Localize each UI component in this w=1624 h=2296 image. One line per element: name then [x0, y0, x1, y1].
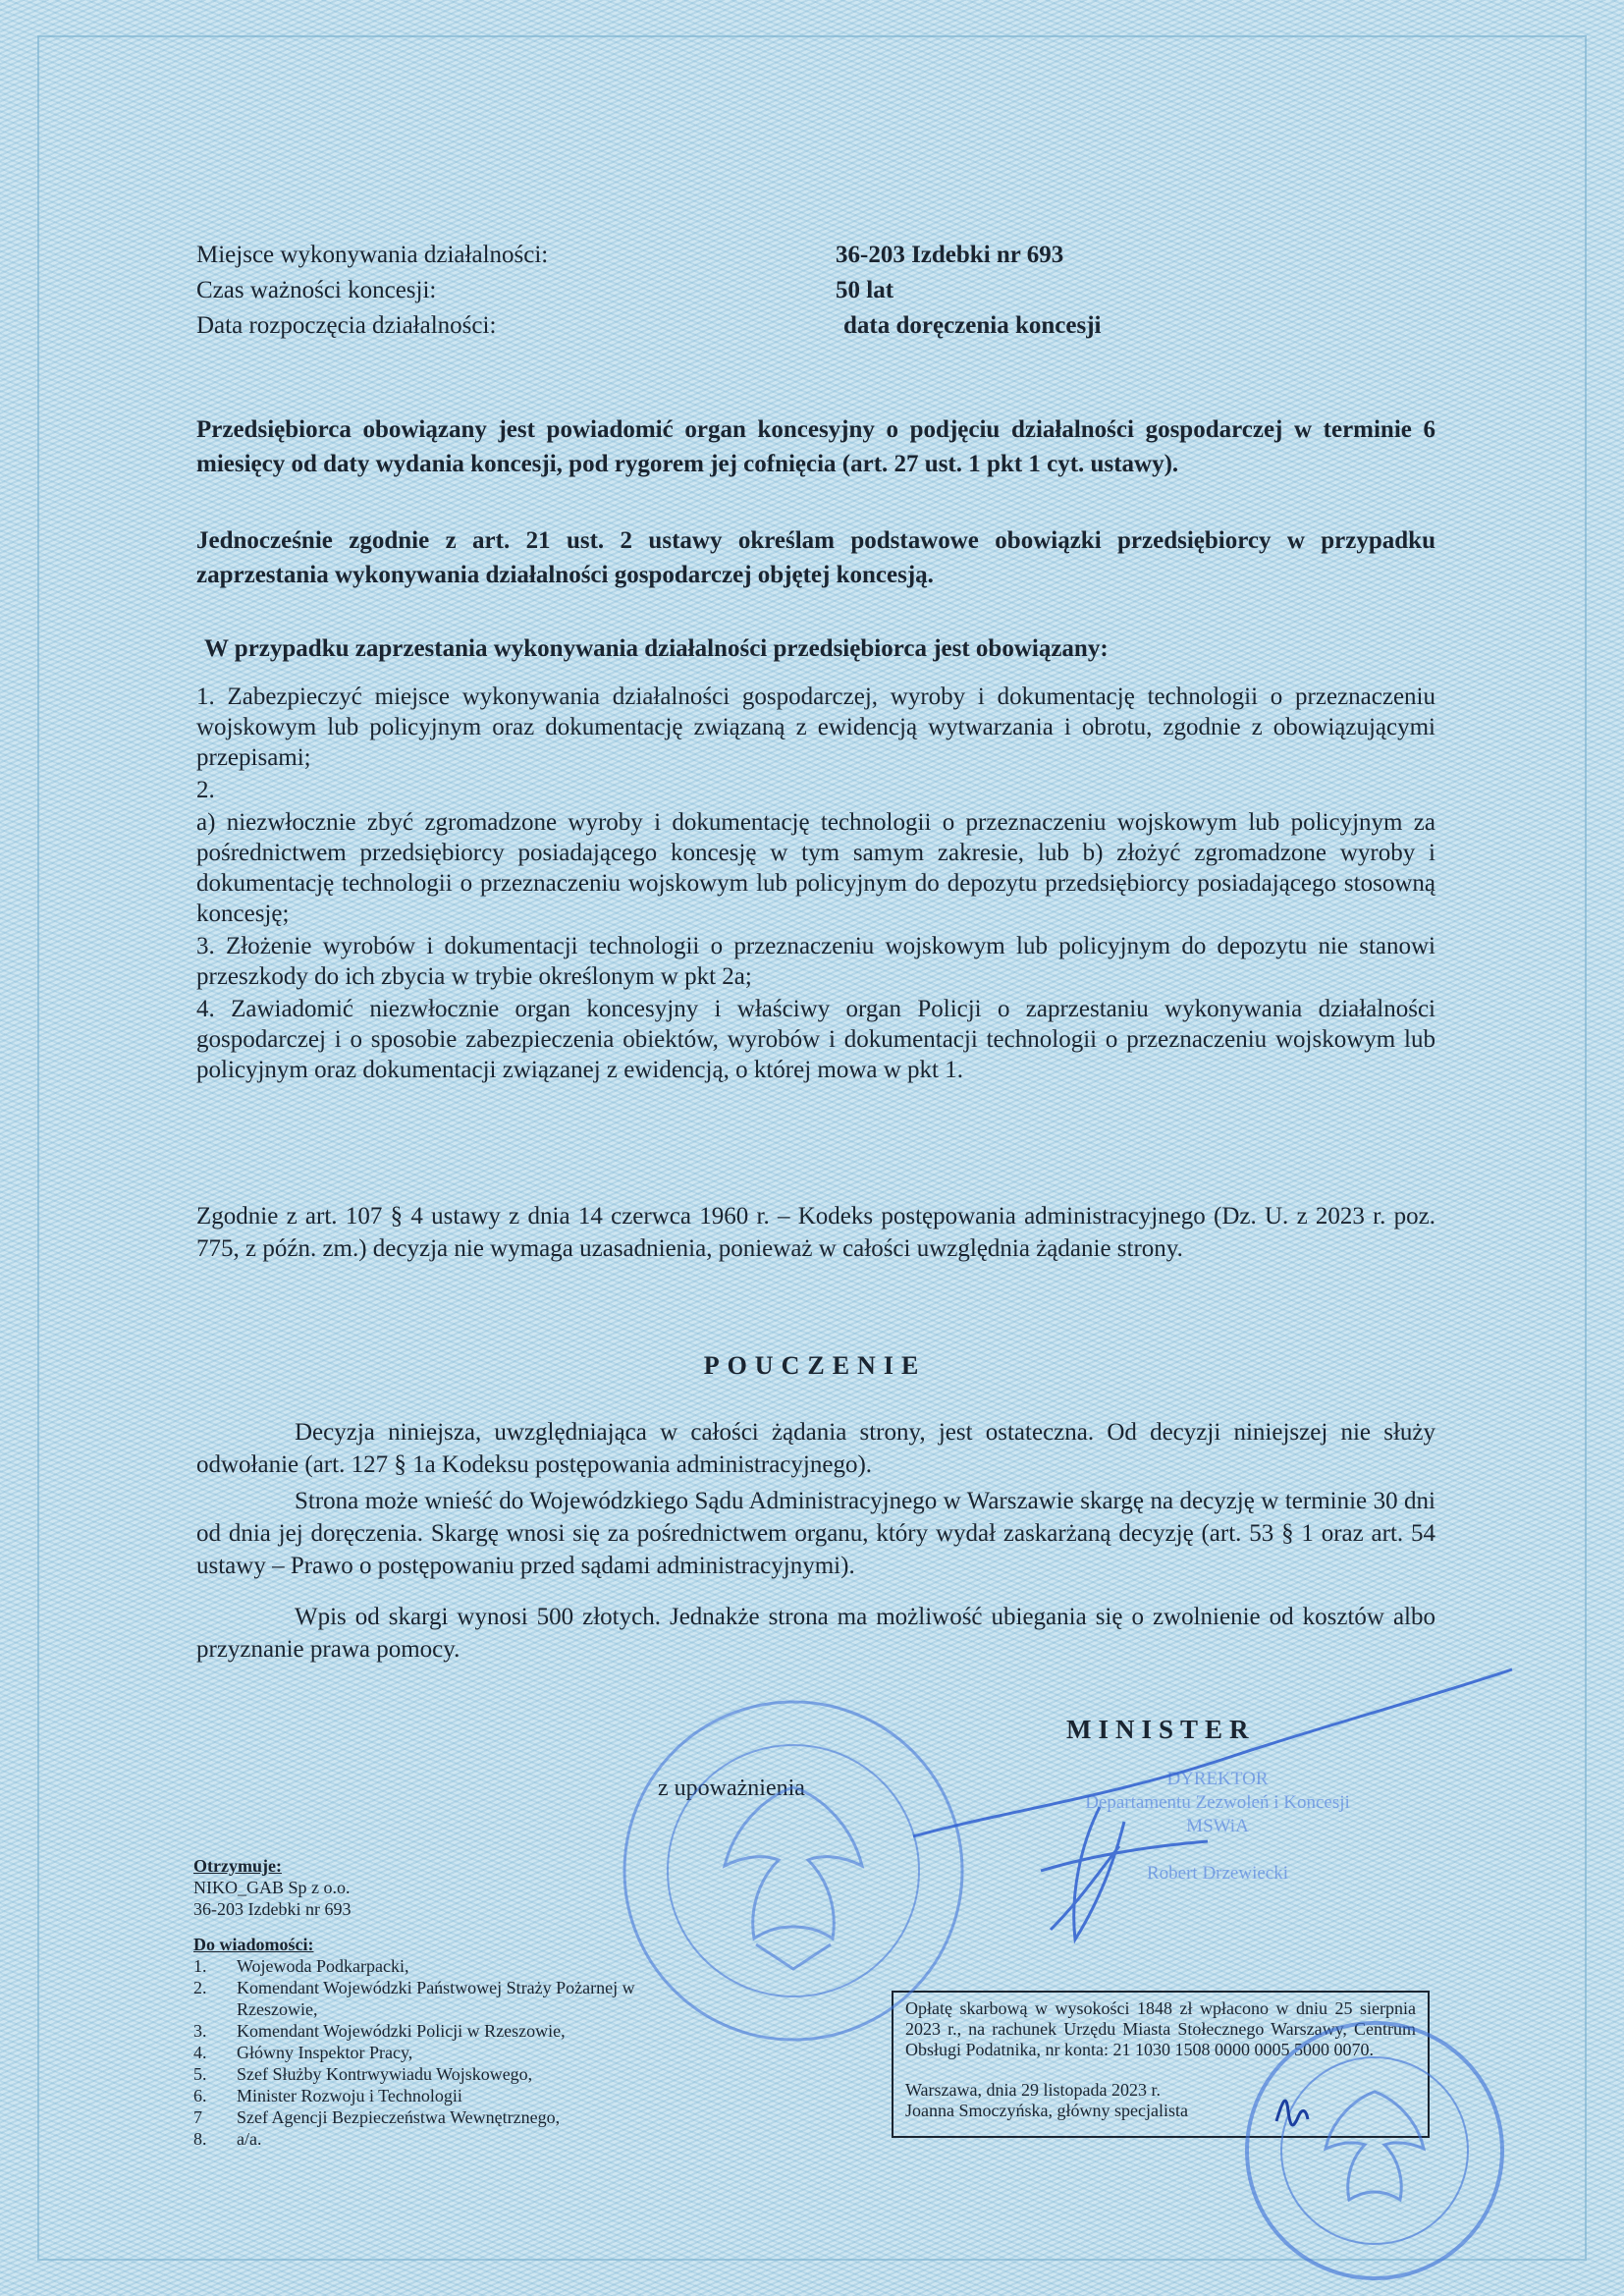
- obligations-paragraph: Jednocześnie zgodnie z art. 21 ust. 2 ustawy określam podstawowe obowiązki przedsiębiorcy w przypadku zaprzestania wykonywania działalności gospodarczej objętej koncesją.: [196, 527, 1435, 588]
- obligation-item-2: 2.: [196, 777, 215, 803]
- obligation-item-2a: a) niezwłocznie zbyć zgromadzone wyroby i dokumentację technologii o przeznaczeniu wojskowym lub policyjnym za pośrednictwem przedsiębiorcy posiadającego koncesję w tym samym zakresie, lub b) złożyć zgromadzone wyroby i dokumentację technologii o przeznaczeniu wojskowym lub policyjnym do depozytu przedsiębiorcy posiadającego stosowną koncesję;: [196, 809, 1435, 927]
- pouczenie-p3: Wpis od skargi wynosi 500 złotych. Jednakże strona ma możliwość ubiegania się o zwolnienie od kosztów albo przyznanie prawa pomocy.: [196, 1604, 1435, 1663]
- list-item: 8. a/a.: [193, 2129, 262, 2149]
- minister-title: MINISTER: [1066, 1715, 1256, 1744]
- obligations-heading: W przypadku zaprzestania wykonywania działalności przedsiębiorca jest obowiązany:: [204, 635, 1109, 662]
- authorization-text: z upoważnienia: [658, 1776, 805, 1801]
- pouczenie-p2: Strona może wnieść do Wojewódzkiego Sądu Administracyjnego w Warszawie skargę na decyzję w terminie 30 dni od dnia jej doręczenia. Skargę wnosi się za pośrednictwem organu, który wydał zaskarżaną decyzję (art. 53 § 1 oraz art. 54 ustawy – Prawo o postępowaniu przed sądami administracyjnymi).: [196, 1488, 1435, 1579]
- signature-icon: [913, 1669, 1512, 1940]
- recipient-line-2: 36-203 Izdebki nr 693: [193, 1899, 352, 1919]
- stamp-duty-text: Opłatę skarbową w wysokości 1848 zł wpłacono w dniu 25 sierpnia 2023 r., na rachunek Urzędu Miasta Stołecznego Warszawy, Centrum Obsługi Podatnika, nr konta: 21 1030 1508 0000 0005 5000 0070.: [905, 1998, 1416, 2059]
- list-item: 1. Wojewoda Podkarpacki,: [193, 1956, 409, 1976]
- place-value: 36-203 Izdebki nr 693: [836, 242, 1064, 268]
- obligation-item-4: 4. Zawiadomić niezwłocznie organ koncesyjny i właściwy organ Policji o zaprzestaniu wykonywania działalności gospodarczej i o sposobie zabezpieczenia obiektów, wyrobów i dokumentacji technologii o przeznaczeniu wojskowym lub policyjnym oraz dokumentacji związanej z ewidencją, o której mowa w pkt 1.: [196, 996, 1435, 1083]
- list-item: 2. Komendant Wojewódzki Państwowej Straży Pożarnej w Rzeszowie,: [193, 1978, 635, 2019]
- stamp-line-3: MSWiA: [1186, 1816, 1249, 1836]
- obligation-item-3: 3. Złożenie wyrobów i dokumentacji technologii o przeznaczeniu wojskowym lub policyjnym do depozytu nie stanowi przeszkody do ich zbycia w trybie określonym w pkt 2a;: [196, 933, 1435, 990]
- stamp-line-2: Departamentu Zezwoleń i Koncesji: [1085, 1792, 1350, 1813]
- stamp-line-4: Robert Drzewiecki: [1146, 1863, 1289, 1884]
- stamp-duty-official: Joanna Smoczyńska, główny specjalista: [905, 2101, 1188, 2120]
- validity-value: 50 lat: [836, 277, 894, 303]
- list-item: 6. Minister Rozwoju i Technologii: [193, 2086, 462, 2105]
- initials-icon: [1276, 2101, 1308, 2125]
- round-stamp-icon: [1247, 2023, 1502, 2278]
- stamp-line-1: DYREKTOR: [1166, 1769, 1269, 1789]
- list-item: 5. Szef Służby Kontrwywiadu Wojskowego,: [193, 2064, 533, 2084]
- state-seal-icon: [624, 1702, 962, 2040]
- start-value: data doręczenia koncesji: [843, 312, 1102, 339]
- start-label: Data rozpoczęcia działalności:: [196, 312, 497, 339]
- notify-paragraph: Przedsiębiorca obowiązany jest powiadomić organ koncesyjny o podjęciu działalności gospodarczej w terminie 6 miesięcy od daty wydania koncesji, pod rygorem jej cofnięcia (art. 27 ust. 1 pkt 1 cyt. ustawy).: [196, 416, 1435, 477]
- obligation-item-1: 1. Zabezpieczyć miejsce wykonywania działalności gospodarczej, wyroby i dokumentację technologii o przeznaczeniu wojskowym lub policyjnym oraz dokumentację związaną z ewidencją wytwarzania i obrotu, zgodnie z obowiązującymi przepisami;: [196, 683, 1435, 771]
- validity-label: Czas ważności koncesji:: [196, 277, 437, 303]
- list-item: 3. Komendant Wojewódzki Policji w Rzeszowie,: [193, 2021, 566, 2041]
- list-item: 7 Szef Agencji Bezpieczeństwa Wewnętrznego,: [193, 2107, 561, 2127]
- place-label: Miejsce wykonywania działalności:: [196, 242, 549, 268]
- for-information-heading: Do wiadomości:: [193, 1935, 314, 1954]
- recipient-line-1: NIKO_GAB Sp z o.o.: [193, 1878, 351, 1897]
- kpa-paragraph: Zgodnie z art. 107 § 4 ustawy z dnia 14 czerwca 1960 r. – Kodeks postępowania administracyjnego (Dz. U. z 2023 r. poz. 775, z późn. zm.) decyzja nie wymaga uzasadnienia, ponieważ w całości uwzględnia żądanie strony.: [196, 1203, 1435, 1262]
- stamp-duty-place-date: Warszawa, dnia 29 listopada 2023 r.: [905, 2080, 1161, 2100]
- pouczenie-title: POUCZENIE: [703, 1351, 927, 1380]
- recipients-heading: Otrzymuje:: [193, 1856, 282, 1876]
- list-item: 4. Główny Inspektor Pracy,: [193, 2043, 413, 2062]
- pouczenie-p1: Decyzja niniejsza, uwzględniająca w całości żądania strony, jest ostateczna. Od decyzji niniejszej nie służy odwołanie (art. 127 § 1a Kodeksu postępowania administracyjnego).: [196, 1419, 1435, 1478]
